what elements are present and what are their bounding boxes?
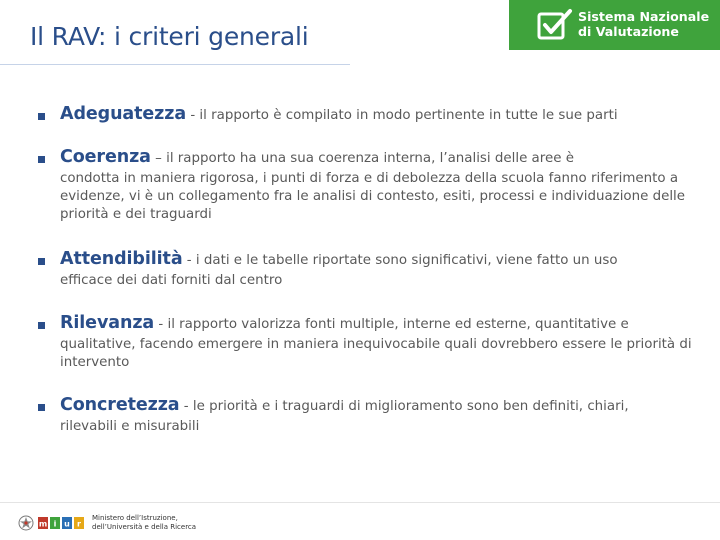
criterion-separator: - — [186, 108, 200, 123]
criterion-term: Attendibilità — [60, 249, 183, 269]
bullet-square-icon — [38, 113, 45, 120]
miur-logo-letter: u — [64, 519, 70, 529]
footer — [0, 502, 720, 540]
ministry-line-1: Ministero dell’Istruzione, — [92, 514, 178, 522]
title-divider — [0, 64, 350, 65]
miur-logo — [38, 516, 84, 530]
criterion-first-line — [60, 147, 574, 167]
criterion-first-line — [60, 249, 618, 269]
bullet-square-icon — [38, 404, 45, 411]
miur-logo-letter: m — [38, 519, 48, 529]
footer-divider — [0, 502, 720, 503]
criterion-separator: - — [154, 317, 168, 332]
criterion-description: i dati e le tabelle riportate sono significativi, viene fatto un uso — [195, 253, 618, 268]
bullet-square-icon — [38, 322, 45, 329]
criterion-description-continued: qualitative, facendo emergere in maniera inequivocabile quali dovrebbero essere le priorità di intervento — [60, 337, 692, 371]
snv-wordmark — [578, 9, 709, 39]
snv-line-1: Sistema Nazionale — [578, 9, 710, 24]
criterion-first-line — [60, 313, 629, 333]
ministry-caption — [92, 514, 196, 532]
criterion-description: il rapporto valorizza fonti multiple, interne ed esterne, quantitative e — [167, 317, 629, 332]
criterion-description: il rapporto è compilato in modo pertinente in tutte le sue parti — [199, 108, 618, 123]
checkbox-check-icon — [537, 8, 573, 42]
bullet-square-icon — [38, 156, 45, 163]
criterion-description-continued: condotta in maniera rigorosa, i punti di forza e di debolezza della scuola fanno riferimento a evidenze, vi è un collegamento fra le analisi di contesto, esiti, processi e individuazione delle priorità e dei traguardi — [60, 171, 686, 223]
snv-logo-badge — [509, 0, 720, 50]
criterion-first-line — [60, 104, 618, 124]
criterion-description: le priorità e i traguardi di miglioramento sono ben definiti, chiari, — [192, 399, 629, 414]
criterion-separator: – — [150, 151, 167, 166]
ministry-line-2: dell’Università e della Ricerca — [92, 523, 197, 531]
criterion-separator: - — [182, 253, 196, 268]
criterion-term: Rilevanza — [60, 313, 155, 333]
bullet-square-icon — [38, 258, 45, 265]
snv-line-2: di Valutazione — [578, 24, 679, 39]
criterion-term: Concretezza — [60, 395, 180, 415]
slide-title: Il RAV: i criteri generali — [30, 22, 309, 51]
criterion-term: Adeguatezza — [60, 104, 187, 124]
criterion-separator: - — [179, 399, 193, 414]
miur-logo-letter: i — [53, 519, 57, 529]
italian-republic-emblem-icon — [18, 514, 34, 532]
criterion-first-line — [60, 395, 629, 415]
criterion-description: il rapporto ha una sua coerenza interna, l’analisi delle aree è — [166, 151, 574, 166]
criterion-description-continued: efficace dei dati forniti dal centro — [60, 273, 283, 288]
miur-logo-letter: r — [77, 519, 81, 529]
criterion-description-continued: rilevabili e misurabili — [60, 419, 200, 434]
criterion-term: Coerenza — [60, 147, 151, 167]
